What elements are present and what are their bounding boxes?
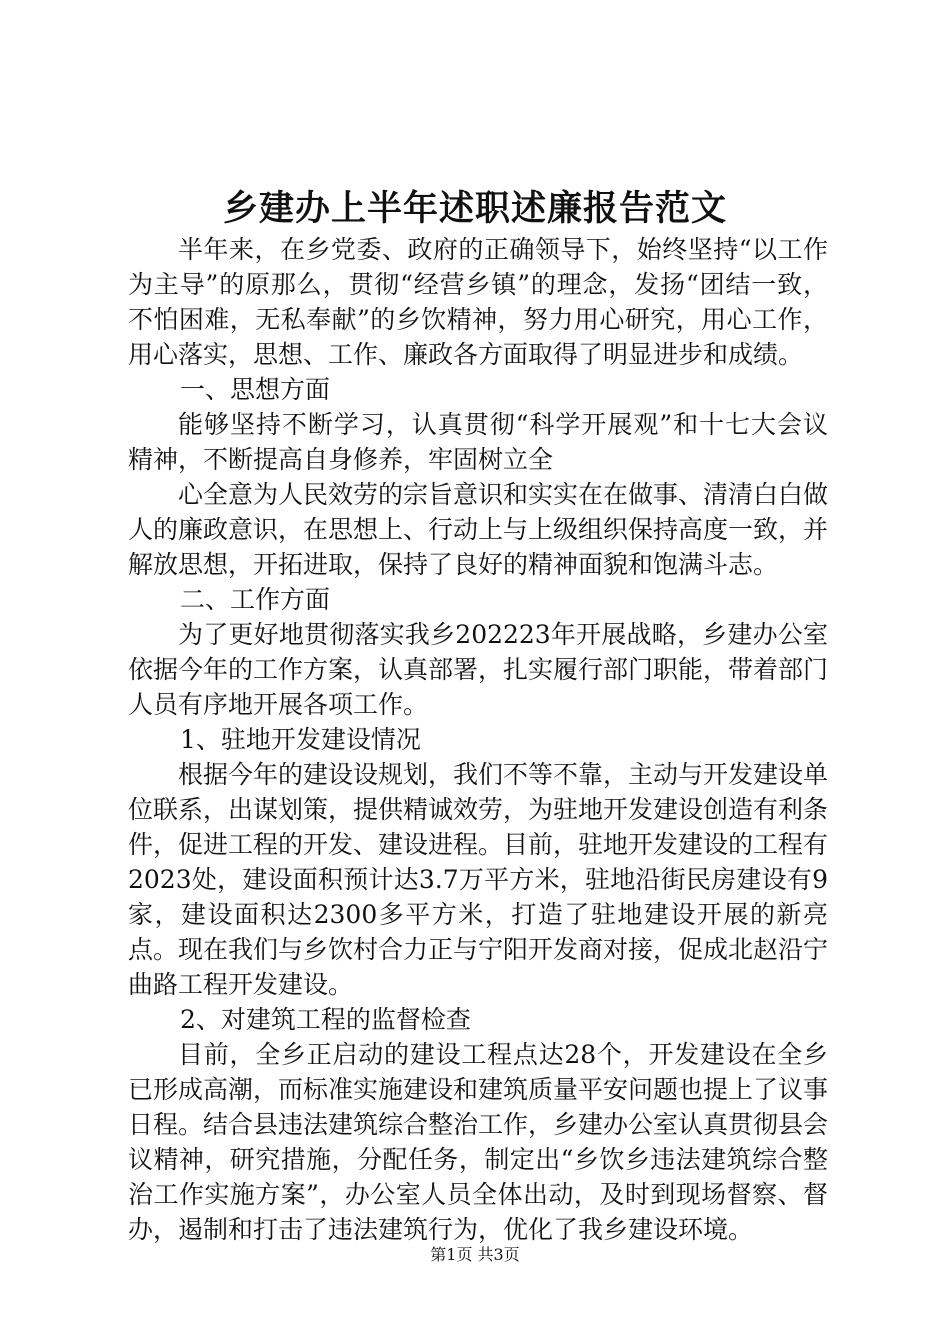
paragraph-intro: 半年来，在乡党委、政府的正确领导下，始终坚持“以工作为主导”的原那么，贯彻“经营乡镇”的理念，发扬“团结一致，不怕困难，无私奉献”的乡饮精神，努力用心研究，用心工作，用心落实，思想、工作、廉政各方面取得了明显进步和成绩。 <box>128 235 828 369</box>
page-footer: 第1页 共3页 <box>430 1245 520 1264</box>
subsection-heading-development: 1、驻地开发建设情况 <box>180 725 421 754</box>
paragraph-supervision: 目前，全乡正启动的建设工程点达28个，开发建设在全乡已形成高潮，而标准实施建设和建筑质量平安问题也提上了议事日程。结合县违法建筑综合整治工作，乡建办公室认真贯彻县会议精神，研究措施，分配任务，制定出“乡饮乡违法建筑综合整治工作实施方案”，办公室人员全体出动，及时到现场督察、督办，遏制和打击了违法建筑行为，优化了我乡建设环境。 <box>128 1040 829 1244</box>
document-body <box>128 232 828 1247</box>
paragraph-thought-continued: 心全意为人民效劳的宗旨意识和实实在在做事、清清白白做人的廉政意识，在思想上、行动上与上级组织保持高度一致，并解放思想，开拓进取，保持了良好的精神面貌和饱满斗志。 <box>128 480 829 579</box>
section-heading-work: 二、工作方面 <box>180 585 331 614</box>
paragraph-thought: 能够坚持不断学习，认真贯彻“科学开展观”和十七大会议精神，不断提高自身修养，牢固树立全 <box>128 410 828 474</box>
paragraph-work: 为了更好地贯彻落实我乡202223年开展战略，乡建办公室依据今年的工作方案，认真部署，扎实履行部门职能，带着部门人员有序地开展各项工作。 <box>128 620 829 719</box>
paragraph-development: 根据今年的建设设规划，我们不等不靠，主动与开发建设单位联系，出谋划策，提供精诚效劳，为驻地开发建设创造有利条件，促进工程的开发、建设进程。目前，驻地开发建设的工程有2023处，建设面积预计达3.7万平方米，驻地沿街民房建设有9家，建设面积达2300多平方米，打造了驻地建设开展的新亮点。现在我们与乡饮村合力正与宁阳开发商对接，促成北赵沿宁曲路工程开发建设。 <box>128 760 829 999</box>
document-title: 乡建办上半年述职述廉报告范文 <box>222 188 727 229</box>
subsection-heading-supervision: 2、对建筑工程的监督检查 <box>180 1005 471 1034</box>
section-heading-thought: 一、思想方面 <box>180 375 331 404</box>
